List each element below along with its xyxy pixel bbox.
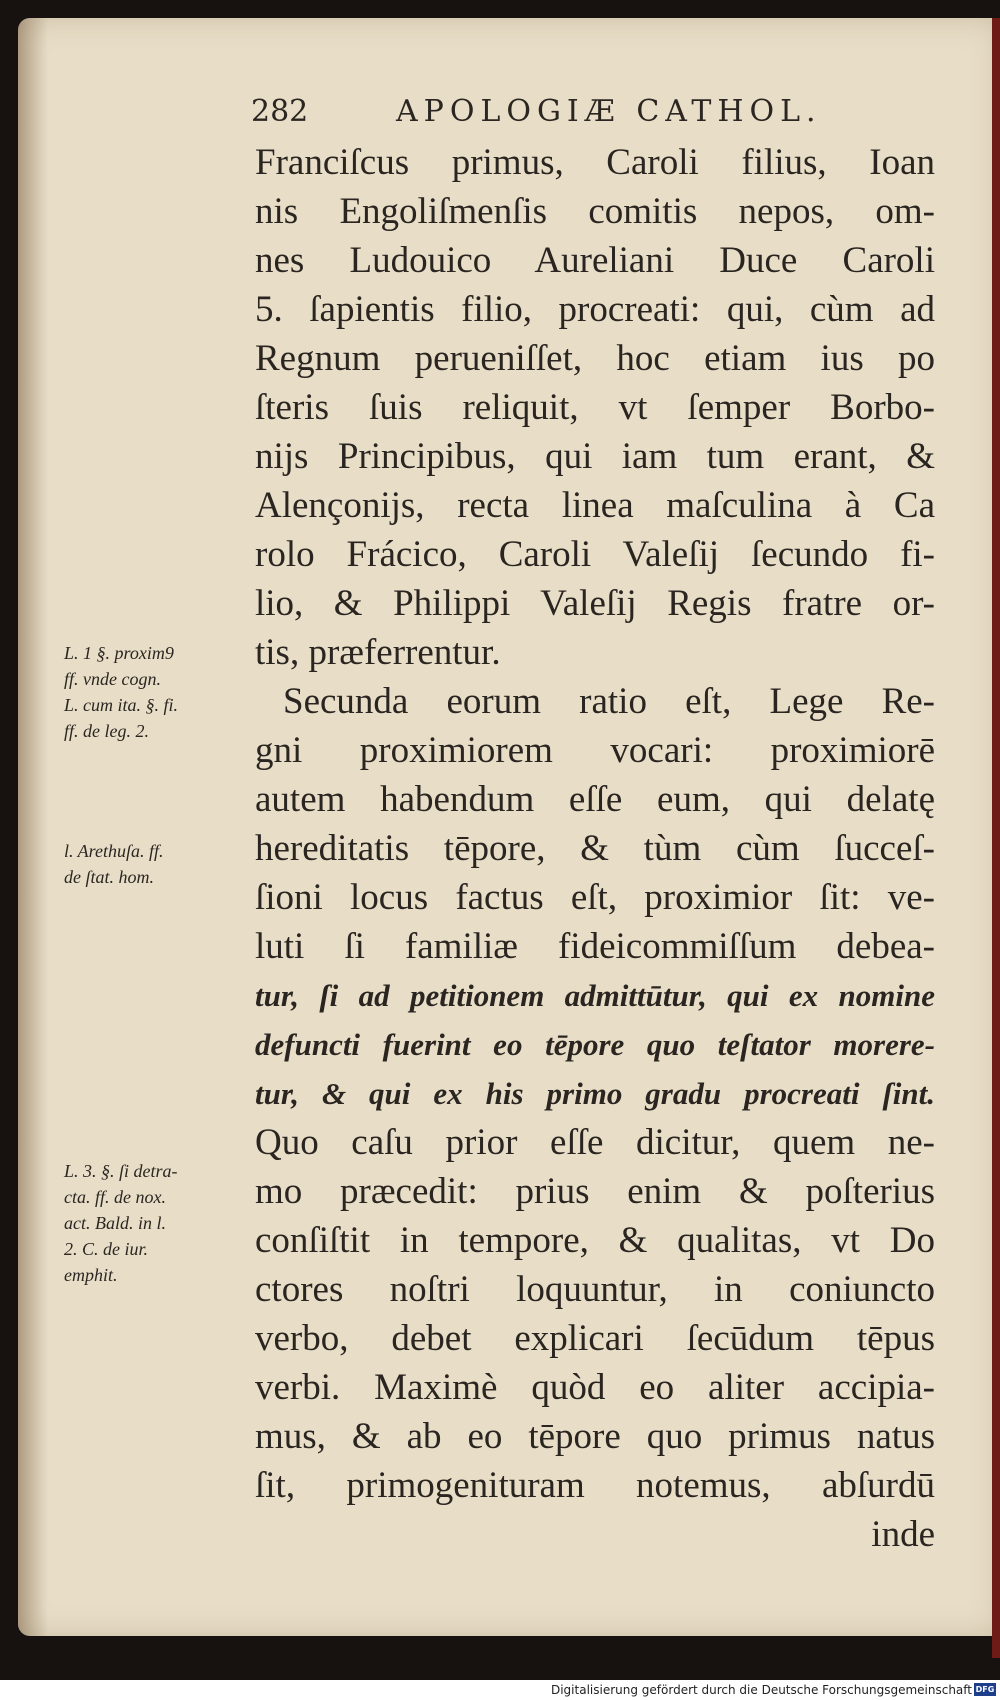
text-line: gni proximiorem vocari: proximiorē bbox=[255, 730, 935, 771]
margin-note bbox=[64, 640, 254, 744]
catchword: inde bbox=[871, 1514, 935, 1555]
text-line: nes Ludouico Aureliani Duce Caroli bbox=[255, 240, 935, 281]
text-line: Alençonijs, recta linea maſculina à Ca bbox=[255, 485, 935, 526]
margin-note-line: L. cum ita. §. fi. bbox=[64, 695, 179, 715]
margin-note-line: de ſtat. hom. bbox=[64, 867, 154, 887]
body-text bbox=[255, 138, 935, 1559]
margin-note-line: emphit. bbox=[64, 1265, 118, 1285]
text-line: defuncti fuerint eo tēpore quo teſtator morere- bbox=[255, 1027, 935, 1062]
footer-bar bbox=[0, 1680, 1000, 1700]
footer-credit: Digitalisierung gefördert durch die Deutsche Forschungsgemeinschaft bbox=[550, 1683, 972, 1697]
text-line: Regnum perueniſſet, hoc etiam ius po bbox=[255, 338, 935, 379]
dfg-logo-icon: DFG bbox=[975, 1685, 995, 1694]
text-line: ſioni locus factus eſt, proximior ſit: ve- bbox=[255, 877, 935, 918]
text-line: Quo caſu prior eſſe dicitur, quem ne- bbox=[255, 1122, 935, 1163]
text-line: conſiſtit in tempore, & qualitas, vt Do bbox=[255, 1220, 935, 1261]
text-line: verbi. Maximè quòd eo aliter accipia- bbox=[255, 1367, 935, 1408]
running-head: APOLOGIÆ CATHOL. bbox=[396, 94, 822, 129]
margin-note bbox=[64, 1158, 254, 1288]
text-line: ſit, primogenituram notemus, abſurdū bbox=[255, 1465, 935, 1506]
margin-note-line: L. 1 §. proxim9 bbox=[64, 643, 174, 663]
text-line: 5. ſapientis filio, procreati: qui, cùm ad bbox=[255, 289, 935, 330]
margin-note-line: cta. ff. de nox. bbox=[64, 1187, 166, 1207]
text-line: luti ſi familiæ fideicommiſſum debea- bbox=[255, 926, 935, 967]
text-line: verbo, debet explicari ſecūdum tēpus bbox=[255, 1318, 935, 1359]
text-line: ſteris ſuis reliquit, vt ſemper Borbo- bbox=[255, 387, 935, 428]
page-number: 282 bbox=[251, 94, 309, 129]
text-line: mo præcedit: prius enim & poſterius bbox=[255, 1171, 935, 1212]
margin-note-line: ff. de leg. 2. bbox=[64, 721, 149, 741]
text-line: nijs Principibus, qui iam tum erant, & bbox=[255, 436, 935, 477]
margin-note-line: l. Arethuſa. ff. bbox=[64, 841, 164, 861]
text-line: ctores noſtri loquuntur, in coniuncto bbox=[255, 1269, 935, 1310]
margin-note-line: act. Bald. in l. bbox=[64, 1213, 166, 1233]
text-line: Franciſcus primus, Caroli filius, Ioan bbox=[255, 142, 935, 183]
text-line: hereditatis tēpore, & tùm cùm ſucceſ- bbox=[255, 828, 935, 869]
text-line: tis, præferrentur. bbox=[255, 632, 501, 673]
text-line: rolo Frácico, Caroli Valeſij ſecundo fi- bbox=[255, 534, 935, 575]
page-edge bbox=[992, 18, 1000, 1658]
text-line: mus, & ab eo tēpore quo primus natus bbox=[255, 1416, 935, 1457]
text-line: tur, ſi ad petitionem admittūtur, qui ex nomine bbox=[255, 978, 935, 1013]
text-line: lio, & Philippi Valeſij Regis fratre or- bbox=[255, 583, 935, 624]
text-line: tur, & qui ex his primo gradu procreati ſint. bbox=[255, 1076, 935, 1111]
margin-note-line: L. 3. §. ſi detra- bbox=[64, 1161, 178, 1181]
text-line: Secunda eorum ratio eſt, Lege Re- bbox=[283, 681, 935, 722]
margin-note bbox=[64, 838, 254, 890]
margin-note-line: 2. C. de iur. bbox=[64, 1239, 149, 1259]
text-line: autem habendum eſſe eum, qui delatę bbox=[255, 779, 935, 820]
text-line: nis Engoliſmenſis comitis nepos, om- bbox=[255, 191, 935, 232]
margin-note-line: ff. vnde cogn. bbox=[64, 669, 161, 689]
